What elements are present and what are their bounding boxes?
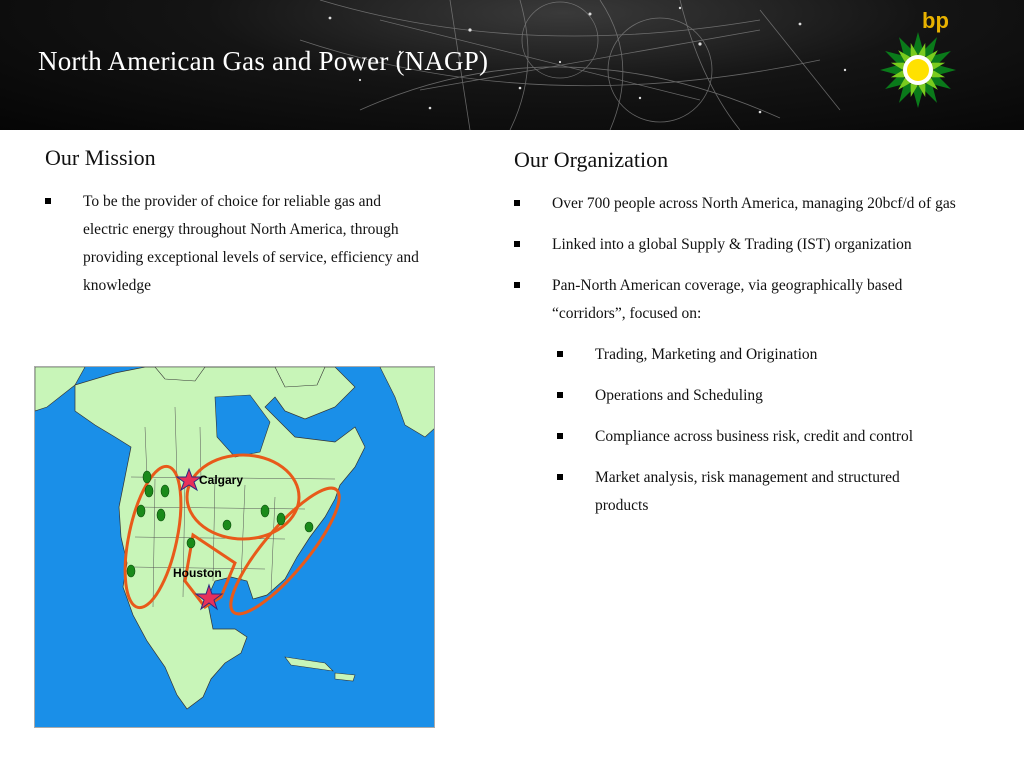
site-dot	[157, 509, 165, 521]
organization-sub-bullet: Operations and Scheduling	[514, 382, 974, 410]
north-america-corridor-map	[34, 366, 435, 728]
mission-bullet: To be the provider of choice for reliable gas and electric energy throughout North America, through providing exceptional levels of service, efficiency and knowledge	[45, 188, 425, 300]
bp-logo-text: bp	[922, 8, 949, 33]
map-label-houston: Houston	[173, 566, 222, 580]
slide-header	[0, 0, 1024, 130]
organization-sub-bullet: Compliance across business risk, credit and control	[514, 423, 974, 451]
mission-bullet-list	[45, 188, 425, 300]
mission-heading: Our Mission	[45, 145, 156, 170]
site-dot	[305, 522, 313, 532]
organization-bullet: Over 700 people across North America, managing 20bcf/d of gas	[514, 190, 974, 218]
site-dot	[143, 471, 151, 483]
site-dot	[261, 505, 269, 517]
organization-heading: Our Organization	[514, 147, 669, 172]
site-dot	[161, 485, 169, 497]
site-dot	[187, 538, 195, 548]
map-label-calgary: Calgary	[199, 473, 244, 487]
organization-sub-bullet: Market analysis, risk management and structured products	[514, 464, 955, 520]
slide-title: North American Gas and Power (NAGP)	[38, 46, 489, 76]
bp-helios-logo-icon	[876, 8, 960, 112]
site-dot	[127, 565, 135, 577]
site-dot	[145, 485, 153, 497]
site-dot	[137, 505, 145, 517]
site-dot	[277, 513, 285, 525]
organization-bullet: Linked into a global Supply & Trading (IST) organization	[514, 231, 974, 259]
organization-sub-bullet: Trading, Marketing and Origination	[514, 341, 974, 369]
organization-bullet-list	[514, 190, 974, 533]
site-dot	[223, 520, 231, 530]
organization-bullet: Pan-North American coverage, via geographically based “corridors”, focused on:	[514, 272, 974, 328]
